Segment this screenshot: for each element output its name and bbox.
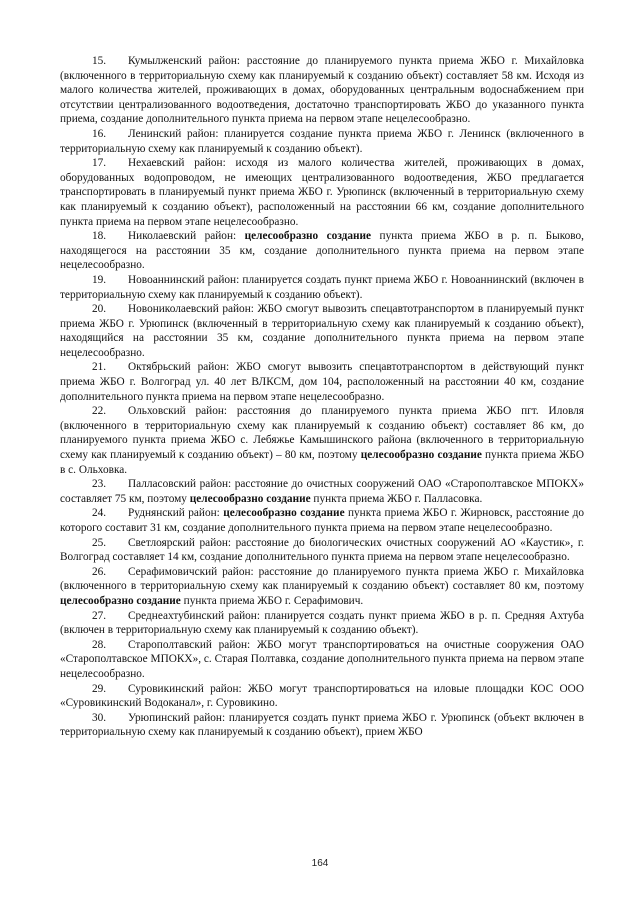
paragraph-text: Нехаевский район: исходя из малого количества жителей, проживающих в домах, оборудованных водопроводом, не имеющих централизованного водоотведения, ЖБО предлагается транспортировать в планируемый пункт приема ЖБО г. Урюпинск (включенный в территориальную схему как планируемый к созданию объект), расположенный на расстоянии 66 км, создание дополнительного пункта приема на первом этапе нецелесообразно.: [60, 157, 584, 228]
paragraph-number: 22.: [92, 405, 107, 418]
paragraph-text: Кумылженский район: расстояние до планируемого пункта приема ЖБО г. Михайловка (включенного в территориальную схему как планируемый к созданию объект) составляет 58 км. Исходя из малого количества жителей, проживающих в домах, оборудованных центральным водоснабжением при отсутствии централизованного водоотведения, достаточно транспортировать ЖБО до указанного пункта приема, создание дополнительного пункта приема на первом этапе нецелесообразно.: [60, 55, 584, 126]
paragraph-text: пункта приема ЖБО г. Палласовка.: [310, 492, 483, 505]
paragraph-list: [60, 54, 584, 740]
paragraph-item: [60, 565, 584, 609]
paragraph-text: Ленинский район: планируется создание пункта приема ЖБО г. Ленинск (включенного в территориальную схему как планируемый к созданию объект).: [60, 127, 584, 155]
bold-emphasis: целесообразно создание: [189, 492, 311, 505]
paragraph-item: [60, 273, 584, 302]
paragraph-text: Урюпинский район: планируется создать пункт приема ЖБО г. Урюпинск (объект включен в территориальную схему как планируемый к созданию объект), прием ЖБО: [60, 711, 584, 739]
paragraph-number: 20.: [92, 303, 107, 316]
paragraph-text: Николаевский район:: [128, 230, 245, 243]
paragraph-number: 17.: [92, 157, 107, 170]
paragraph-item: [60, 127, 584, 156]
paragraph-text: Новониколаевский район: ЖБО смогут вывозить спецавтотранспортом в планируемый пункт приема ЖБО г. Урюпинск (включенный в территориальную схему как планируемый к созданию объект), находящийся на расстоянии 35 км, создание дополнительного пункта приема на первом этапе нецелесообразно.: [60, 303, 584, 359]
paragraph-text: Серафимовичский район: расстояние до планируемого пункта приема ЖБО г. Михайловка (включенного в территориальную схему как планируемый к созданию объект) составляет 80 км, поэтому: [60, 565, 584, 593]
paragraph-item: [60, 360, 584, 404]
paragraph-number: 23.: [92, 478, 107, 491]
paragraph-text: Старополтавский район: ЖБО могут транспортироваться на очистные сооружения ОАО «Старополтавское МПОКХ», с. Старая Полтавка, создание дополнительного пункта приема на первом этапе нецелесообразно.: [60, 638, 584, 680]
paragraph-number: 24.: [92, 507, 107, 520]
paragraph-item: [60, 477, 584, 506]
bold-emphasis: целесообразно создание: [244, 230, 372, 243]
bold-emphasis: целесообразно создание: [223, 507, 345, 520]
paragraph-item: [60, 156, 584, 229]
paragraph-number: 21.: [92, 361, 107, 374]
paragraph-item: [60, 506, 584, 535]
paragraph-text: Среднеахтубинский район: планируется создать пункт приема ЖБО в р. п. Средняя Ахтуба (включен в территориальную схему как планируемый к созданию объект).: [60, 609, 584, 637]
paragraph-number: 18.: [92, 230, 107, 243]
paragraph-number: 28.: [92, 638, 107, 651]
paragraph-number: 27.: [92, 609, 107, 622]
paragraph-text: пункта приема ЖБО в с. Ольховка.: [60, 449, 584, 476]
paragraph-item: [60, 302, 584, 360]
paragraph-item: [60, 54, 584, 127]
paragraph-text: пункта приема ЖБО г. Серафимович.: [180, 594, 364, 607]
page-number: 164: [311, 858, 329, 869]
paragraph-item: [60, 711, 584, 740]
paragraph-text: Новоаннинский район: планируется создать пункт приема ЖБО г. Новоаннинский (включен в территориальную схему как планируемый к созданию объект).: [60, 273, 584, 301]
paragraph-text: пункта приема ЖБО г. Жирновск, расстояние до которого составит 31 км, создание дополнительного пункта приема на первом этапе нецелесообразно.: [60, 507, 584, 534]
paragraph-item: [60, 609, 584, 638]
paragraph-item: [60, 682, 584, 711]
document-page: [60, 54, 584, 740]
paragraph-number: 26.: [92, 565, 107, 578]
paragraph-number: 29.: [92, 682, 107, 695]
paragraph-text: Палласовский район: расстояние до очистных сооружений ОАО «Старополтавское МПОКХ» составляет 75 км, поэтому: [60, 478, 584, 505]
paragraph-number: 19.: [92, 273, 107, 286]
paragraph-item: [60, 404, 584, 477]
paragraph-text: Светлоярский район: расстояние до биологических очистных сооружений АО «Каустик», г. Волгоград составляет 14 км, создание дополнительного пункта приема на первом этапе нецелесообразно.: [60, 536, 584, 564]
paragraph-text: Октябрьский район: ЖБО смогут вывозить спецавтотранспортом в действующий пункт приема ЖБО г. Волгоград ул. 40 лет ВЛКСМ, дом 104, расположенный на расстоянии 40 км, создание дополнительного пункта приема на первом этапе нецелесообразно.: [60, 361, 584, 403]
paragraph-item: [60, 536, 584, 565]
paragraph-text: пункта приема ЖБО в р. п. Быково, находящегося на расстоянии 35 км, создание дополнительного пункта приема на первом этапе нецелесообразно.: [60, 230, 584, 272]
bold-emphasis: целесообразно создание: [60, 594, 181, 607]
paragraph-number: 25.: [92, 536, 107, 549]
paragraph-number: 30.: [92, 711, 107, 724]
paragraph-number: 15.: [92, 55, 107, 67]
bold-emphasis: целесообразно создание: [360, 449, 482, 462]
paragraph-text: Ольховский район: расстояния до планируемого пункта приема ЖБО пгт. Иловля (включенного в территориальную схему как планируемый к созданию объект) составляет 86 км, до планируемого пункта приема ЖБО с. Лебяжье Камышинского района (включенного в территориальную схему как планируемый к созданию объект) – 80 км, поэтому: [60, 405, 584, 462]
paragraph-text: Руднянский район:: [128, 507, 224, 520]
paragraph-text: Суровикинский район: ЖБО могут транспортироваться на иловые площадки КОС ООО «Суровикинский Водоканал», г. Суровикино.: [60, 682, 584, 710]
paragraph-number: 16.: [92, 127, 107, 140]
paragraph-item: [60, 229, 584, 273]
paragraph-item: [60, 638, 584, 682]
